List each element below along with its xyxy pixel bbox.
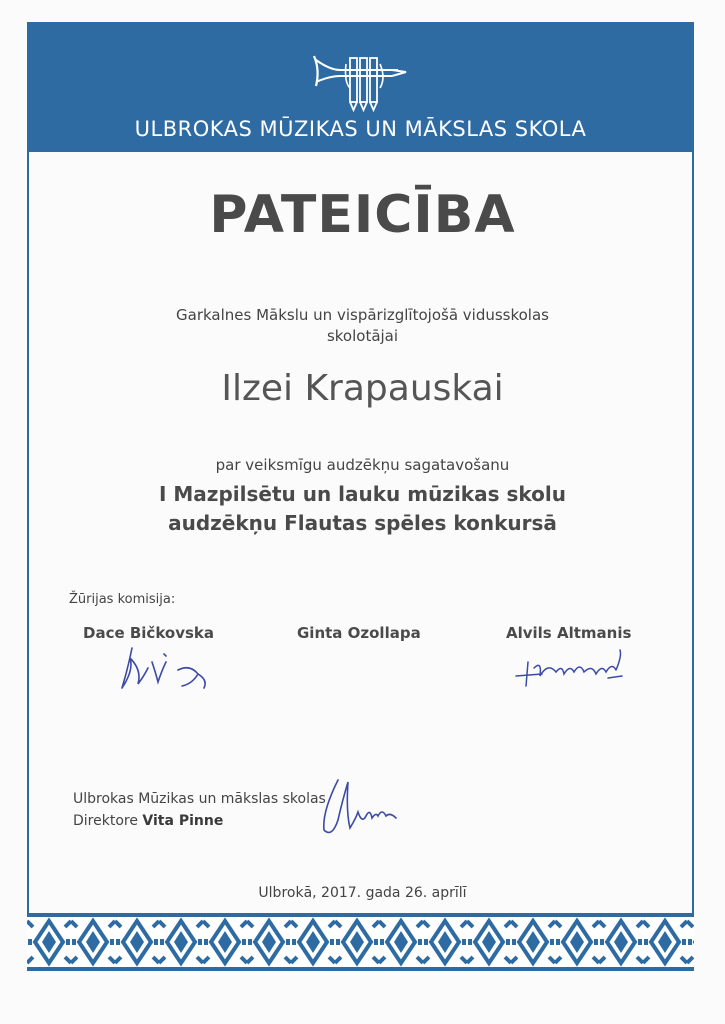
director-block xyxy=(73,788,326,832)
latvian-ornament-border xyxy=(27,913,694,971)
border-right xyxy=(692,152,694,917)
school-name: ULBROKAS MŪZIKAS UN MĀKSLAS SKOLA xyxy=(134,117,587,141)
director-school: Ulbrokas Mūzikas un mākslas skolas xyxy=(73,791,326,807)
jury-label: Žūrijas komisija: xyxy=(69,592,176,607)
certificate-title: PATEICĪBA xyxy=(209,185,516,245)
competition-line: I Mazpilsētu un lauku mūzikas skolu xyxy=(159,482,566,506)
recipient-name: Ilzei Krapauskai xyxy=(221,368,504,409)
trumpet-pencils-logo-icon xyxy=(310,48,410,114)
director-role: Direktore xyxy=(73,813,138,829)
competition-line: audzēkņu Flautas spēles konkursā xyxy=(168,511,557,535)
border-left xyxy=(27,152,29,917)
jury-member: Ginta Ozollapa xyxy=(297,624,421,642)
director-name: Vita Pinne xyxy=(142,813,224,829)
jury-member: Dace Bičkovska xyxy=(83,624,215,642)
competition-name xyxy=(100,480,625,538)
place-and-date: Ulbrokā, 2017. gada 26. aprīlī xyxy=(258,885,467,901)
signature-jury-3 xyxy=(512,642,630,688)
jury-member: Alvils Altmanis xyxy=(506,624,632,642)
recipient-description-line: skolotājai xyxy=(326,327,399,345)
director-line xyxy=(73,810,326,832)
signature-jury-1 xyxy=(112,640,222,695)
recipient-description xyxy=(140,305,585,347)
award-reason: par veiksmīgu audzēkņu sagatavošanu xyxy=(215,456,510,474)
signature-director xyxy=(316,772,406,842)
header-banner xyxy=(27,22,694,152)
recipient-description-line: Garkalnes Mākslu un vispārizglītojošā vidusskolas xyxy=(176,306,549,324)
